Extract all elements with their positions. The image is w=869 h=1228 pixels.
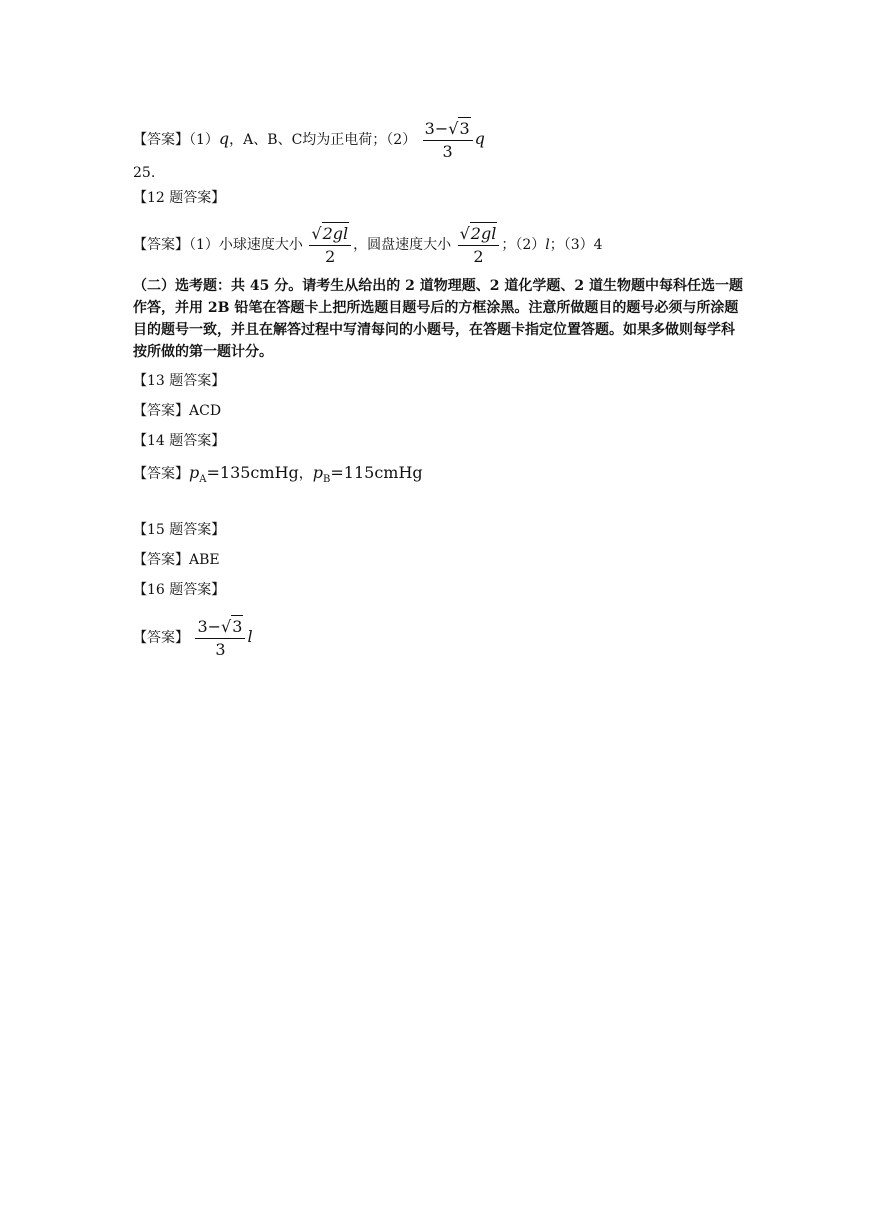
answer-text: （1）小球速度大小 xyxy=(189,237,303,253)
answer-15: 【答案】ABE xyxy=(133,552,220,568)
answer-line-12 xyxy=(133,222,603,268)
answer-label: 【答案】 xyxy=(133,466,189,482)
math-value: =135cmHg xyxy=(206,463,299,482)
sqrt-radicand: 2gl xyxy=(322,224,349,243)
math-subscript: B xyxy=(323,474,331,485)
fraction-denominator: 2 xyxy=(325,247,336,266)
fraction-numerator: √2gl xyxy=(458,222,500,246)
answer-text: ；（2） xyxy=(501,237,546,253)
fraction xyxy=(309,222,351,268)
instructions-paragraph: （二）选考题：共 45 分。请考生从给出的 2 道物理题、2 道化学题、2 道生物题中每科任选一题作答，并用 2B 铅笔在答题卡上把所选题目题号后的方框涂黑。注意所做题目的题号必须与所涂题目的题号一致，并且在解答过程中写清每问的小题号，在答题卡指定位置答题。如果多做则每学科按所做的第一题计分。 xyxy=(133,278,743,360)
math-variable: l xyxy=(247,627,253,646)
sqrt-radicand: 3 xyxy=(232,617,243,636)
answer-text: ；（3）4 xyxy=(549,237,603,253)
part-label: （1） xyxy=(189,132,219,148)
fraction xyxy=(423,117,473,163)
numerator-term: 3 xyxy=(197,617,208,636)
answer-line-16 xyxy=(133,615,253,661)
fraction xyxy=(195,615,245,661)
section-heading-15: 【15 题答案】 xyxy=(133,522,226,538)
section-heading-13: 【13 题答案】 xyxy=(133,373,226,389)
answer-label: 【答案】 xyxy=(133,132,189,148)
math-variable: p xyxy=(189,463,200,482)
numerator-term: 3 xyxy=(424,119,435,138)
section-heading-12: 【12 题答案】 xyxy=(133,190,226,206)
sqrt-radicand: 3 xyxy=(459,119,470,138)
fraction-numerator: 3−√3 xyxy=(195,615,245,639)
math-variable: p xyxy=(312,463,324,482)
math-value: =115cmHg xyxy=(330,463,423,482)
answer-label: 【答案】 xyxy=(133,630,189,646)
minus-sign: − xyxy=(207,617,222,636)
math-variable: q xyxy=(218,129,230,148)
fraction-numerator: 3−√3 xyxy=(423,117,473,141)
section-heading-16: 【16 题答案】 xyxy=(133,582,226,598)
fraction-denominator: 2 xyxy=(473,247,484,266)
fraction-denominator: 3 xyxy=(215,640,226,659)
answer-13: 【答案】ACD xyxy=(133,403,222,419)
math-variable: l xyxy=(545,237,550,253)
fraction-numerator: √2gl xyxy=(309,222,351,246)
separator: ， xyxy=(298,466,313,482)
math-variable: q xyxy=(474,129,485,148)
question-number: 25. xyxy=(133,165,156,181)
section-heading-14: 【14 题答案】 xyxy=(133,433,226,449)
math-subscript: A xyxy=(199,474,207,485)
answer-text: ，A、B、C均为正电荷；（2） xyxy=(229,132,417,148)
fraction-denominator: 3 xyxy=(442,142,453,161)
answer-line-14 xyxy=(133,463,423,490)
answer-text: ，圆盘速度大小 xyxy=(353,237,452,253)
minus-sign: − xyxy=(434,119,449,138)
sqrt-radicand: 2gl xyxy=(470,224,497,243)
answer-line-1 xyxy=(133,117,485,163)
answer-label: 【答案】 xyxy=(133,237,189,253)
fraction xyxy=(458,222,500,268)
